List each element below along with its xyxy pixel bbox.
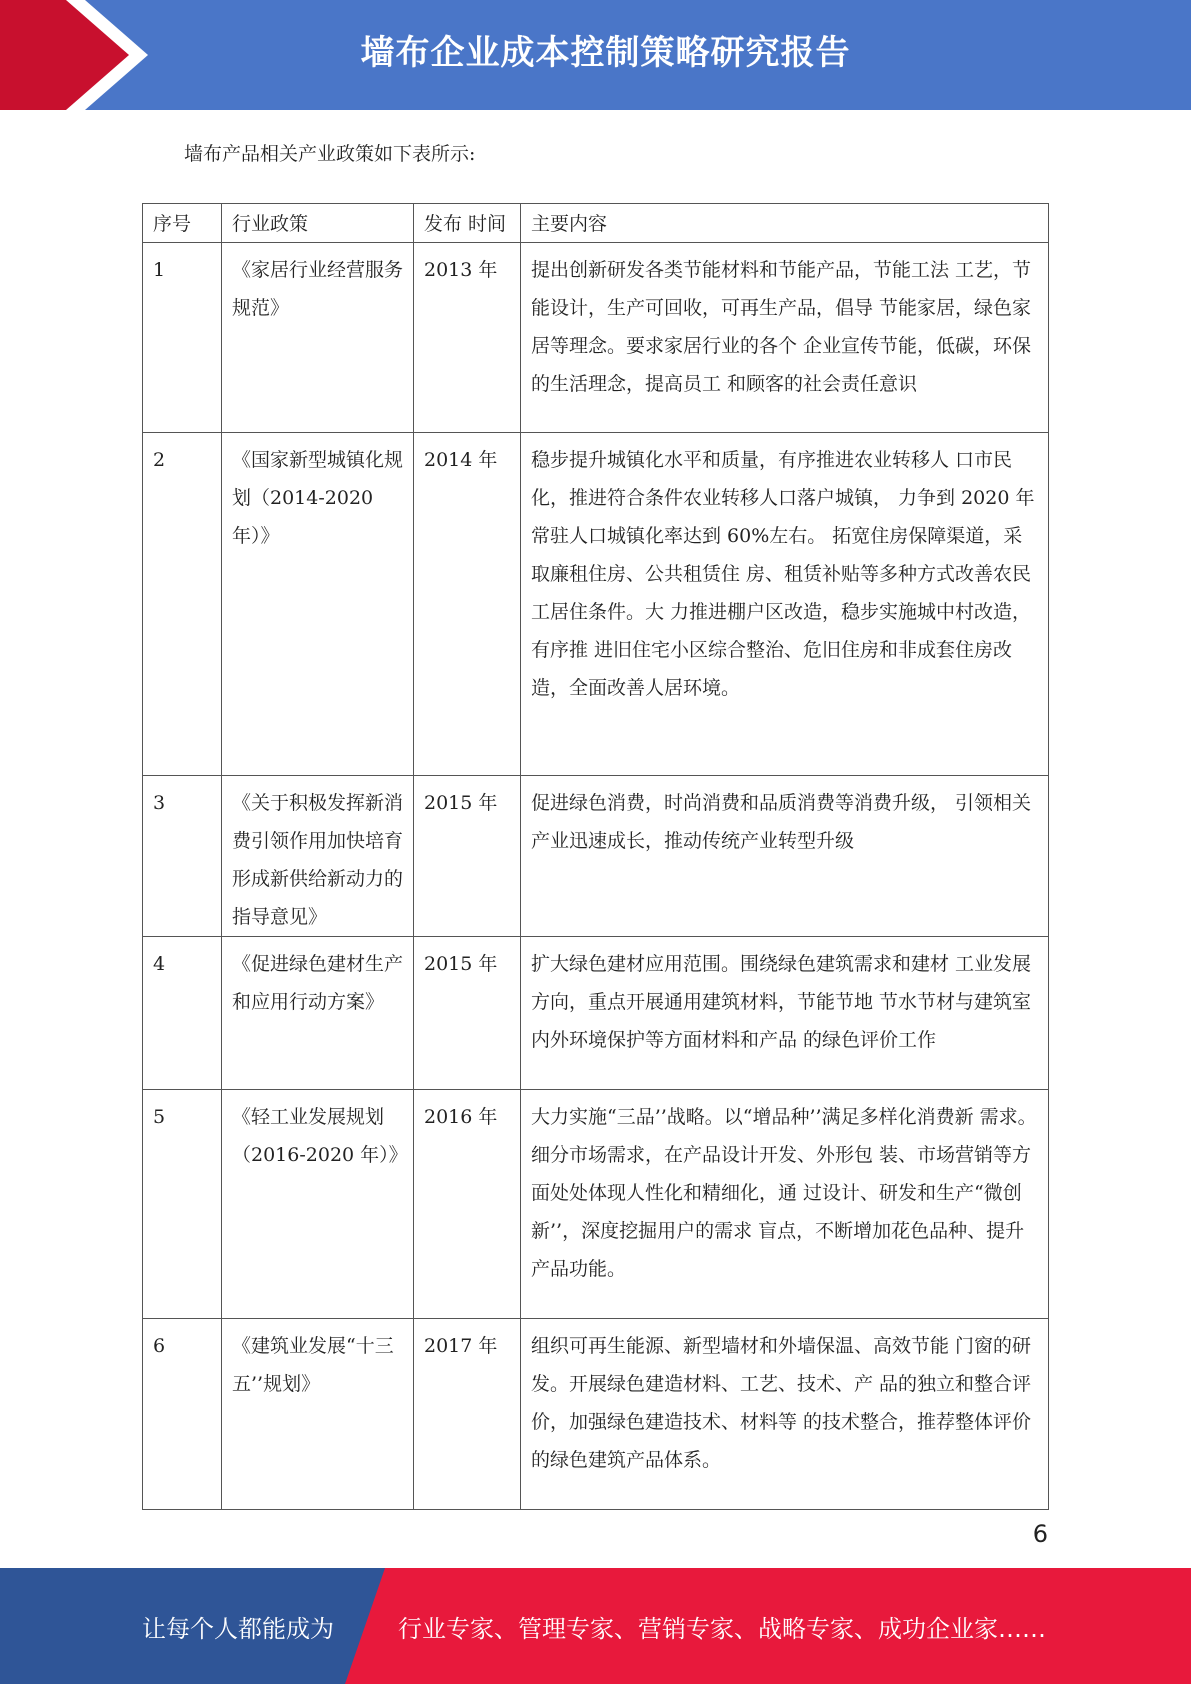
table-row (143, 937, 1049, 1090)
column-header-policy: 行业政策 (222, 204, 414, 243)
row-no: 2 (143, 433, 222, 776)
table-row (143, 433, 1049, 776)
footer-slogan-left: 让每个人都能成为 (142, 1615, 334, 1643)
row-content: 扩大绿色建材应用范围。围绕绿色建筑需求和建材 工业发展方向，重点开展通用建筑材料，节能节地 节水节材与建筑室内外环境保护等方面材料和产品 的绿色评价工作 (521, 937, 1049, 1090)
footer-banner (0, 1568, 1191, 1684)
table-header-row (143, 204, 1049, 243)
intro-text: 墙布产品相关产业政策如下表所示: (184, 143, 476, 165)
row-year: 2013 年 (414, 243, 521, 433)
column-header-no: 序号 (143, 204, 222, 243)
row-policy: 《关于积极发挥新消费引领作用加快培育形成新供给新动力的指导意见》 (222, 776, 414, 937)
row-no: 4 (143, 937, 222, 1090)
row-no: 6 (143, 1319, 222, 1510)
row-content: 组织可再生能源、新型墙材和外墙保温、高效节能 门窗的研发。开展绿色建造材料、工艺、技术、产 品的独立和整合评价，加强绿色建造技术、材料等 的技术整合，推荐整体评价的绿色建筑产品体系。 (521, 1319, 1049, 1510)
header-banner (0, 0, 1191, 110)
page-number: 6 (1032, 1520, 1048, 1548)
row-no: 3 (143, 776, 222, 937)
row-content: 促进绿色消费，时尚消费和品质消费等消费升级， 引领相关产业迅速成长，推动传统产业转型升级 (521, 776, 1049, 937)
row-content: 提出创新研发各类节能材料和节能产品，节能工法 工艺，节能设计，生产可回收，可再生产品，倡导 节能家居，绿色家居等理念。要求家居行业的各个 企业宣传节能，低碳，环保的生活理念，提高员工 和顾客的社会责任意识 (521, 243, 1049, 433)
row-policy: 《建筑业发展“十三五’’规划》 (222, 1319, 414, 1510)
row-year: 2017 年 (414, 1319, 521, 1510)
report-title: 墙布企业成本控制策略研究报告 (360, 33, 851, 73)
policy-table (142, 203, 1049, 1510)
row-policy: 《促进绿色建材生产和应用行动方案》 (222, 937, 414, 1090)
table-row (143, 776, 1049, 937)
row-year: 2014 年 (414, 433, 521, 776)
row-content: 稳步提升城镇化水平和质量，有序推进农业转移人 口市民化，推进符合条件农业转移人口落户城镇， 力争到 2020 年常驻人口城镇化率达到 60%左右。 拓宽住房保障渠道，采取廉租住房、公共租赁住 房、租赁补贴等多种方式改善农民工居住条件。大 力推进棚户区改造，稳步实施城中村改造，有序推 进旧住宅小区综合整治、危旧住房和非成套住房改 造，全面改善人居环境。 (521, 433, 1049, 776)
column-header-year: 发布 时间 (414, 204, 521, 243)
row-policy: 《轻工业发展规划（2016-2020 年）》 (222, 1090, 414, 1319)
column-header-content: 主要内容 (521, 204, 1049, 243)
row-year: 2016 年 (414, 1090, 521, 1319)
row-year: 2015 年 (414, 776, 521, 937)
row-policy: 《家居行业经营服务规范》 (222, 243, 414, 433)
footer-slogan-right: 行业专家、管理专家、营销专家、战略专家、成功企业家…… (398, 1615, 1046, 1643)
table-row (143, 1319, 1049, 1510)
row-no: 1 (143, 243, 222, 433)
table-row (143, 243, 1049, 433)
table-row (143, 1090, 1049, 1319)
row-policy: 《国家新型城镇化规划（2014-2020 年）》 (222, 433, 414, 776)
row-no: 5 (143, 1090, 222, 1319)
row-content: 大力实施“三品’’战略。以“增品种’’满足多样化消费新 需求。细分市场需求，在产品设计开发、外形包 装、市场营销等方面处处体现人性化和精细化，通 过设计、研发和生产“微创新’’，深度挖掘用户的需求 盲点，不断增加花色品种、提升产品功能。 (521, 1090, 1049, 1319)
row-year: 2015 年 (414, 937, 521, 1090)
